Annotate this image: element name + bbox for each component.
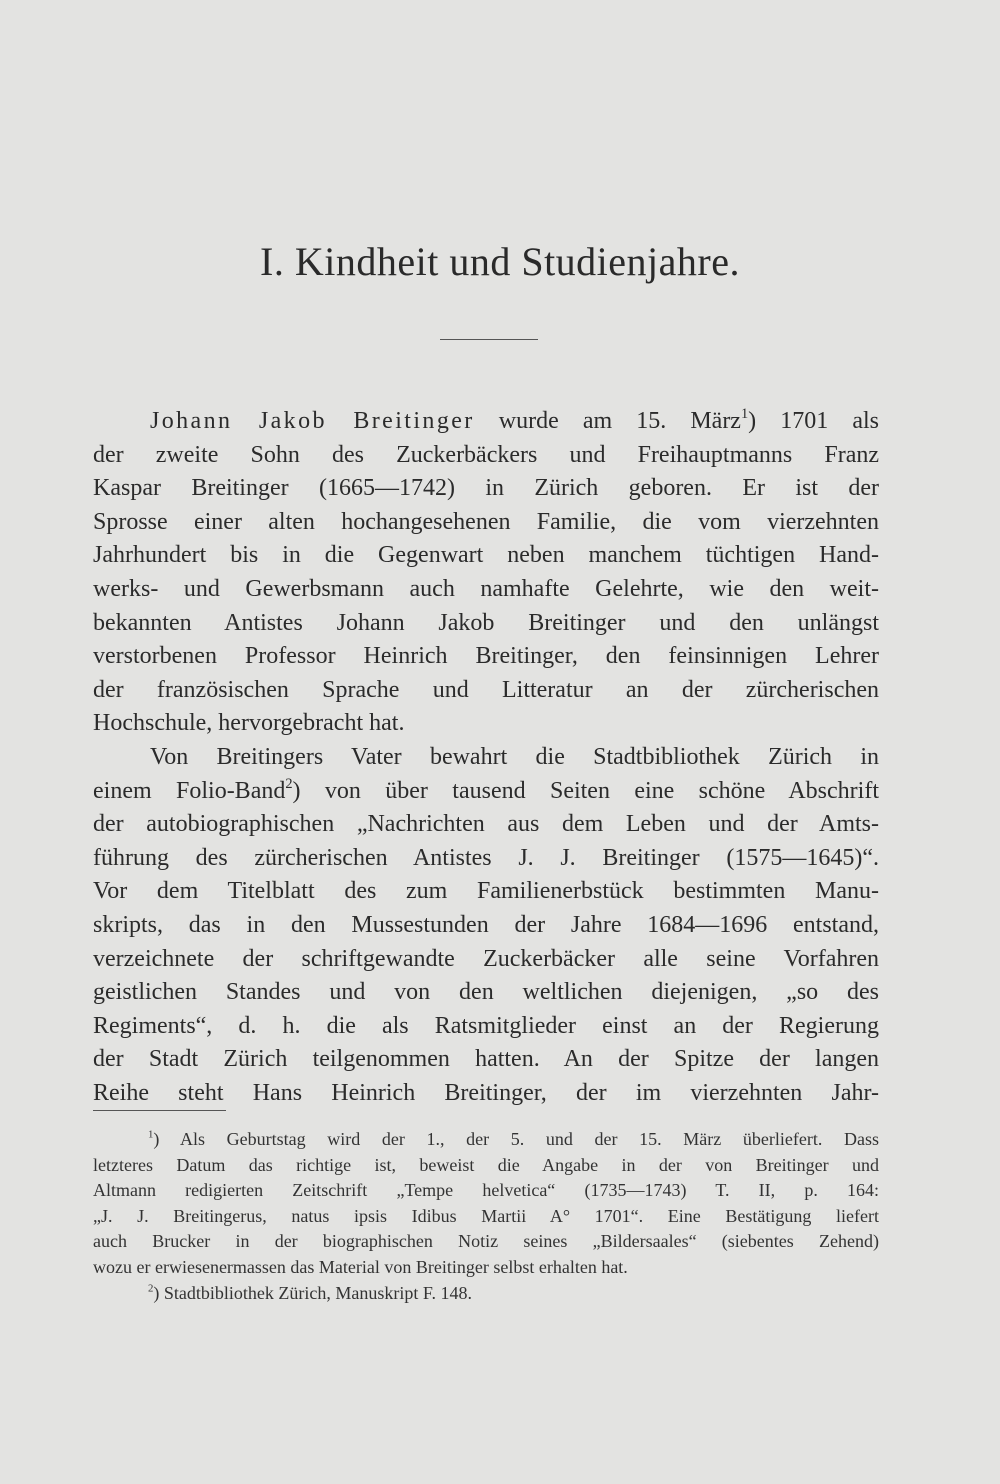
- body-line: Kaspar Breitinger (1665—1742) in Zürich geboren. Er ist der: [93, 475, 879, 502]
- chapter-title: I. Kindheit und Studienjahre.: [260, 239, 740, 284]
- body-line: der autobiographischen „Nachrichten aus dem Leben und der Amts-: [93, 811, 879, 838]
- body-line: der zweite Sohn des Zuckerbäckers und Freihauptmanns Franz: [93, 441, 879, 468]
- author-name-spaced: Johann Jakob Breitinger: [150, 408, 475, 434]
- body-line: skripts, das in den Mussestunden der Jahre 1684—1696 entstand,: [93, 911, 879, 938]
- body-line: werks- und Gewerbsmann auch namhafte Gelehrte, wie den weit-: [93, 575, 879, 602]
- body-text: [93, 405, 879, 1110]
- footnote-marker: 1: [148, 1128, 154, 1141]
- footnote-marker: 2: [148, 1282, 154, 1295]
- footnote-line: letzteres Datum das richtige ist, beweist die Angabe in der von Breitinger und: [93, 1154, 879, 1175]
- footnote-divider: [93, 1110, 226, 1111]
- body-line: Von Breitingers Vater bewahrt die Stadtbibliothek Zürich in: [150, 743, 879, 770]
- footnote-ref: 1: [740, 405, 749, 422]
- body-line: [93, 405, 879, 439]
- footnote-line: „J. J. Breitingerus, natus ipsis Idibus Martii A° 1701“. Eine Bestätigung liefert: [93, 1205, 879, 1226]
- line-text: ) 1701 als: [748, 408, 879, 434]
- body-line: verstorbenen Professor Heinrich Breitinger, den feinsinnigen Lehrer: [93, 643, 879, 670]
- footnote-line: [93, 1127, 879, 1153]
- body-line: verzeichnete der schriftgewandte Zuckerbäcker alle seine Vorfahren: [93, 945, 879, 972]
- body-line: Sprosse einer alten hochangesehenen Familie, die vom vierzehnten: [93, 508, 879, 535]
- body-line: der französischen Sprache und Litteratur an der zürcherischen: [93, 676, 879, 703]
- body-line: Regiments“, d. h. die als Ratsmitglieder einst an der Regierung: [93, 1012, 879, 1039]
- body-line: Jahrhundert bis in die Gegenwart neben manchem tüchtigen Hand-: [93, 542, 879, 569]
- body-line: Reihe steht Hans Heinrich Breitinger, der im vierzehnten Jahr-: [93, 1079, 879, 1106]
- footnote-ref: 2: [285, 775, 293, 792]
- body-line: Hochschule, hervorgebracht hat.: [93, 710, 405, 737]
- footnote-line: wozu er erwiesenermassen das Material von Breitinger selbst erhalten hat.: [93, 1256, 628, 1277]
- title-divider: [440, 339, 538, 340]
- footnotes: [93, 1127, 879, 1306]
- body-line: geistlichen Standes und von den weltlichen diejenigen, „so des: [93, 979, 879, 1006]
- footnote-line: auch Brucker in der biographischen Notiz seines „Bildersaales“ (siebentes Zehend): [93, 1231, 879, 1252]
- line-text: ) von über tausend Seiten eine schöne Abschrift: [292, 777, 879, 804]
- line-text: ) Als Geburtstag wird der 1., der 5. und der 15. März überliefert. Dass: [153, 1129, 879, 1149]
- body-line: bekannten Antistes Johann Jakob Breitinger und den unlängst: [93, 609, 879, 636]
- footnote-line: [93, 1281, 879, 1307]
- line-text: ) Stadtbibliothek Zürich, Manuskript F. 148.: [153, 1282, 472, 1303]
- body-line: führung des zürcherischen Antistes J. J. Breitinger (1575—1645)“.: [93, 844, 879, 871]
- body-line: Vor dem Titelblatt des zum Familienerbstück bestimmten Manu-: [93, 878, 879, 905]
- line-text: einem Folio-Band: [93, 777, 286, 804]
- footnote-line: Altmann redigierten Zeitschrift „Tempe helvetica“ (1735—1743) T. II, p. 164:: [93, 1180, 879, 1201]
- body-line: [93, 775, 879, 809]
- line-text: wurde am 15. März: [474, 408, 741, 434]
- body-line: der Stadt Zürich teilgenommen hatten. An der Spitze der langen: [93, 1046, 879, 1073]
